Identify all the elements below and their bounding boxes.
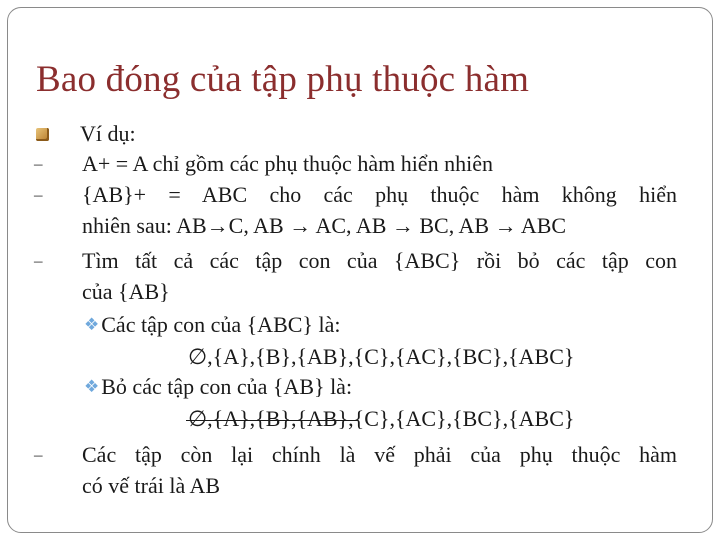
dash-bullet: – bbox=[34, 251, 43, 270]
sub-item bbox=[84, 311, 340, 339]
item-line: Tìm tất cả các tập con của {ABC} rồi bỏ các tập con bbox=[82, 248, 677, 273]
dash-bullet: – bbox=[34, 185, 43, 204]
diamond-bullet-icon: ❖ bbox=[84, 315, 100, 334]
square-bullet-icon bbox=[36, 128, 49, 141]
item-line: nhiên sau: AB→C, AB → AC, AB → BC, AB → ABC bbox=[82, 213, 567, 238]
example-label: Ví dụ: bbox=[80, 121, 136, 146]
item-line: A+ = A chỉ gồm các phụ thuộc hàm hiển nhiên bbox=[82, 151, 493, 176]
dash-bullet: – bbox=[34, 154, 43, 173]
item-line: của {AB} bbox=[82, 279, 170, 304]
dash-bullet: – bbox=[34, 445, 43, 464]
strikethrough-line bbox=[186, 420, 358, 421]
sub-item-label: Các tập con của {ABC} là: bbox=[101, 312, 341, 337]
item-line: có vế trái là AB bbox=[82, 473, 221, 498]
slide-title: Bao đóng của tập phụ thuộc hàm bbox=[36, 59, 530, 100]
diamond-bullet-icon: ❖ bbox=[84, 377, 100, 396]
subset-list: ∅,{A},{B},{AB},{C},{AC},{BC},{ABC} bbox=[188, 344, 575, 369]
item-line: {AB}+ = ABC cho các phụ thuộc hàm không hiển bbox=[82, 182, 677, 207]
subset-list-struck: ∅,{A},{B},{AB},{C},{AC},{BC},{ABC} bbox=[188, 406, 575, 431]
sub-item-label: Bỏ các tập con của {AB} là: bbox=[101, 374, 353, 399]
item-line: Các tập còn lại chính là vế phải của phụ thuộc hàm bbox=[82, 442, 677, 467]
sub-item bbox=[84, 373, 352, 401]
